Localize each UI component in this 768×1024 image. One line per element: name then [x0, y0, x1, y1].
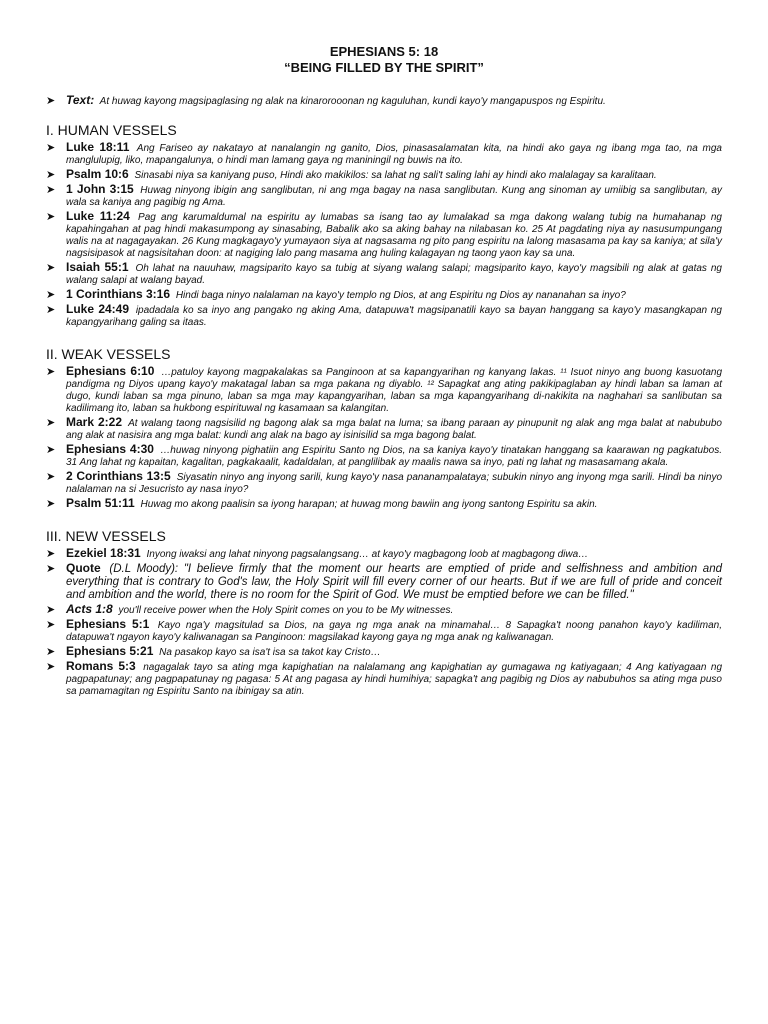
verse-text: Hindi baga ninyo nalalaman na kayo'y templo ng Dios, at ang Espiritu ng Dios ay nananahan sa inyo? [175, 290, 626, 301]
list-item [46, 183, 722, 209]
quote-text: (D.L Moody): "I believe firmly that the moment our hearts are emptied of pride and selfishness and ambition and everything that is contrary to God's law, the Holy Spirit will fill every corner of our hearts. But if we are full of pride and conceit and ambition and the world, there is no room for the Spirit of God. We must be emptied before we can be filled." [66, 563, 722, 601]
list-item [46, 645, 722, 659]
verse-reference: Psalm 51:11 [66, 496, 135, 510]
arrow-bullet-icon: ➤ [46, 95, 56, 107]
entry-list [46, 141, 722, 329]
verse-text: …huwag ninyong pighatiin ang Espiritu Santo ng Dios, na sa kaniya kayo'y tinatakan hanggang sa kaarawan ng pagkatubos. 31 Ang lahat ng kapaitan, kagalitan, pagkakaalit, kadaldalan, at panglilibak ay maalis nawa sa inyo, pati ng lahat ng masasamang akala. [66, 445, 723, 468]
verse-reference: Luke 18:11 [66, 140, 130, 154]
verse-text: Pag ang karumaldumal na espiritu ay lumabas sa isang tao ay lumalakad sa mga dakong walang tubig na humahanap ng kapahingahan at pag hindi makasumpong ay sinasabing, Babalik ako sa aking bahay na nilabasan ko. 25 At pagdating niya ay nasusumpungang walis na at nagagayakan. 26 Kung magkagayo'y yumayaon siya at nagsasama ng pito pang espiritu na lalong masasama pa kay sa kaniya; at sila'y nagsisipasok at nagsisitahan doon: at nagiging lalo pang masama ang huling kalagayan ng taong yaon kay sa una. [66, 212, 722, 259]
arrow-bullet-icon: ➤ [46, 498, 56, 510]
quote-label: Quote [66, 561, 101, 575]
verse-reference: Luke 24:49 [66, 302, 130, 316]
arrow-bullet-icon: ➤ [46, 604, 56, 616]
verse-reference: Ezekiel 18:31 [66, 546, 141, 560]
verse-text: ipadadala ko sa inyo ang pangako ng aking Ama, datapuwa't magsipanatili kayo sa bayan hanggang sa kayo'y masangkapan ng kapangyarihang galing sa itaas. [66, 305, 722, 328]
verse-text: Huwag ninyong ibigin ang sanglibutan, ni ang mga bagay na nasa sanglibutan. Kung ang sinoman ay umiibig sa sanglibutan, ay wala sa kaniya ang pagibig ng Ama. [66, 185, 722, 208]
verse-text: Sinasabi niya sa kaniyang puso, Hindi ako makikilos: sa lahat ng sali't saling lahi ay hindi ako malalagay sa karalitaan. [134, 170, 657, 181]
verse-text: Na pasakop kayo sa isa't isa sa takot kay Cristo… [159, 647, 381, 658]
verse-reference: Ephesians 6:10 [66, 364, 155, 378]
arrow-bullet-icon: ➤ [46, 661, 56, 673]
section-human-vessels [46, 122, 722, 329]
verse-text: Ang Fariseo ay nakatayo at nanalangin ng ganito, Dios, pinasasalamatan kita, na hindi ako gaya ng ibang mga tao, na mga manglulupig, liko, mapangalunya, o hindi man lamang gaya ng maniningil ng buwis na ito. [66, 143, 722, 166]
list-item [46, 288, 722, 302]
arrow-bullet-icon: ➤ [46, 142, 56, 154]
entry-list [46, 547, 722, 698]
verse-reference: Luke 11:24 [66, 209, 130, 223]
verse-reference: Isaiah 55:1 [66, 260, 129, 274]
list-item [46, 603, 722, 617]
title-line-2: “BEING FILLED BY THE SPIRIT” [284, 60, 484, 75]
arrow-bullet-icon: ➤ [46, 304, 56, 316]
verse-reference: 1 John 3:15 [66, 182, 134, 196]
verse-text: Oh lahat na nauuhaw, magsiparito kayo sa tubig at siyang walang salapi; magsiparito kayo, kayo'y magsibili ng alak at gatas ng walang salapi at walang bayad. [66, 263, 722, 286]
verse-text: Inyong iwaksi ang lahat ninyong pagsalangsang… at kayo'y magbagong loob at magbagong diwa… [146, 549, 589, 560]
verse-text: nagagalak tayo sa ating mga kapighatian na nalalamang ang kapighatian ay gumagawa ng katiyagaan; 4 Ang katiyagaan ng pagpapatunay; ang pagpapatunay ng pagasa: 5 At ang pagasa ay hindi humihiya; sapagka't ang pagibig ng Dios ay nabubuhos sa ating mga puso sa pamamagitan ng Espiritu Santo na ibinigay sa atin. [66, 662, 723, 697]
arrow-bullet-icon: ➤ [46, 289, 56, 301]
section-new-vessels [46, 528, 722, 698]
arrow-bullet-icon: ➤ [46, 262, 56, 274]
list-item [46, 497, 722, 511]
verse-reference: 2 Corinthians 13:5 [66, 469, 171, 483]
arrow-bullet-icon: ➤ [46, 548, 56, 560]
arrow-bullet-icon: ➤ [46, 417, 56, 429]
section-heading: II. WEAK VESSELS [46, 346, 171, 362]
verse-reference: Acts 1:8 [66, 602, 113, 616]
verse-reference: Ephesians 5:21 [66, 644, 154, 658]
section-weak-vessels [46, 346, 722, 511]
list-item [46, 365, 722, 415]
verse-text: At walang taong nagsisilid ng bagong alak sa mga balat na luma; sa ibang paraan ay pinupunit ng alak ang mga balat at nabububo ang alak at nasisira ang mga balat: kundi ang alak na bago ay isinisilid sa mga bagong balat. [66, 418, 722, 441]
verse-text: you'll receive power when the Holy Spirit comes on you to be My witnesses. [118, 605, 454, 616]
list-item [46, 660, 722, 698]
list-item [46, 443, 722, 469]
list-item [46, 303, 722, 329]
arrow-bullet-icon: ➤ [46, 471, 56, 483]
section-heading: I. HUMAN VESSELS [46, 122, 177, 138]
document-title [46, 44, 722, 76]
verse-reference: Mark 2:22 [66, 415, 123, 429]
list-item [46, 210, 722, 260]
verse-reference: Psalm 10:6 [66, 167, 129, 181]
verse-reference: Ephesians 4:30 [66, 442, 154, 456]
verse-reference: Ephesians 5:1 [66, 617, 150, 631]
verse-reference: Romans 5:3 [66, 659, 136, 673]
verse-text: …patuloy kayong magpakalakas sa Panginoon at sa kapangyarihan ng kanyang lakas. ¹¹ Isuot ninyo ang buong kasuotang pandigma ng Diyos upang kayo'y makatagal laban sa mga pakana ng diyablo. ¹² Sapagkat ang ating pakikipaglaban ay hindi laban sa laman at dugo, kundi laban sa mga pinuno, laban sa mga may kapangyarihan, laban sa mga kapangyarihang di-nakikita na naghahari sa sanlibutan sa kadilimang ito, laban sa hukbong espirituwal ng kasamaan sa kalangitan. [66, 367, 723, 414]
arrow-bullet-icon: ➤ [46, 211, 56, 223]
list-item [46, 168, 722, 182]
list-item [46, 562, 722, 602]
arrow-bullet-icon: ➤ [46, 619, 56, 631]
intro-body: At huwag kayong magsipaglasing ng alak na kinarorooonan ng kaguluhan, kundi kayo'y mangapuspos ng Espiritu. [99, 96, 606, 107]
section-heading: III. NEW VESSELS [46, 528, 166, 544]
list-item [46, 618, 722, 644]
list-item [46, 547, 722, 561]
list-item [46, 261, 722, 287]
list-item [46, 141, 722, 167]
entry-list [46, 365, 722, 511]
verse-text: Kayo nga'y magsitulad sa Dios, na gaya ng mga anak na minamahal… 8 Sapagka't noong panahon kayo'y kadiliman, datapuwa't ngayon kayo'y kaliwanagan sa Panginoon: magsilakad kayong gaya ng mga anak ng kaliwanagan. [66, 620, 722, 643]
arrow-bullet-icon: ➤ [46, 563, 56, 575]
arrow-bullet-icon: ➤ [46, 366, 56, 378]
title-line-1: EPHESIANS 5: 18 [329, 44, 439, 59]
arrow-bullet-icon: ➤ [46, 169, 56, 181]
intro-text [46, 94, 722, 108]
verse-text: Siyasatin ninyo ang inyong sarili, kung kayo'y nasa pananampalataya; subukin ninyo ang inyong mga sarili. Hindi ba ninyo nalalaman na si Jesucristo ay nasa inyo? [66, 472, 723, 495]
verse-reference: 1 Corinthians 3:16 [66, 287, 171, 301]
intro-label: Text: [66, 93, 95, 107]
verse-text: Huwag mo akong paalisin sa iyong harapan; at huwag mong bawiin ang iyong santong Espiritu sa akin. [140, 499, 598, 510]
arrow-bullet-icon: ➤ [46, 444, 56, 456]
arrow-bullet-icon: ➤ [46, 646, 56, 658]
list-item [46, 416, 722, 442]
arrow-bullet-icon: ➤ [46, 184, 56, 196]
list-item [46, 470, 722, 496]
